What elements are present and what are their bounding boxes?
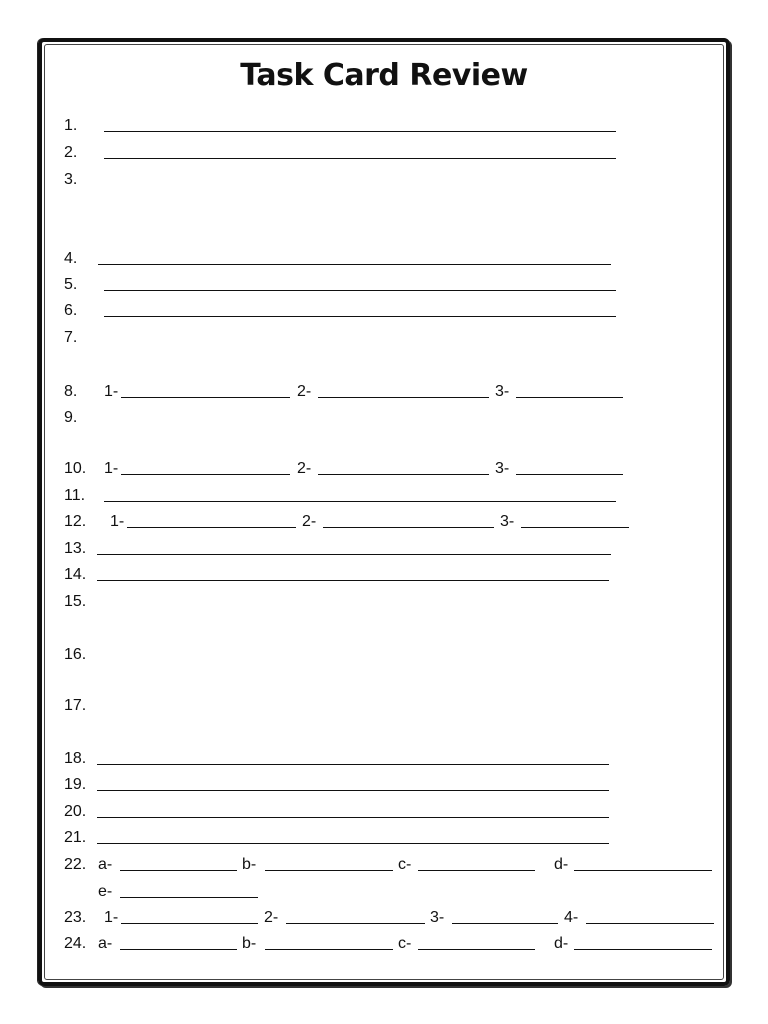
answer-blank[interactable] [574,949,712,950]
answer-blank[interactable] [98,264,611,265]
sub-label: 3- [495,460,510,477]
item-number: 19. [64,776,87,793]
answer-blank[interactable] [97,580,609,581]
answer-blank[interactable] [104,501,616,502]
answer-blank[interactable] [104,316,616,317]
item-number: 16. [64,646,87,663]
answer-blank[interactable] [121,923,258,924]
sub-label: 2- [302,513,317,530]
answer-row-6 [0,301,768,321]
answer-row-17 [0,696,768,716]
item-number: 20. [64,803,87,820]
item-number: 14. [64,566,87,583]
answer-row-13 [0,539,768,559]
answer-blank[interactable] [120,897,258,898]
answer-blank[interactable] [97,764,609,765]
item-number: 3. [64,171,78,188]
answer-blank[interactable] [127,527,296,528]
answer-row-23 [0,908,768,928]
item-number: 13. [64,540,87,557]
answer-blank[interactable] [318,474,489,475]
item-number: 4. [64,250,78,267]
answer-row-22 [0,855,768,875]
answer-row-8 [0,382,768,402]
answer-blank[interactable] [121,474,290,475]
sub-label: d- [554,856,569,873]
sub-label: 2- [264,909,279,926]
item-number: 2. [64,144,78,161]
answer-row-1 [0,116,768,136]
answer-blank[interactable] [516,474,623,475]
item-number: 10. [64,460,87,477]
answer-blank[interactable] [452,923,558,924]
answer-blank[interactable] [97,790,609,791]
answer-blank[interactable] [265,870,393,871]
answer-row-18 [0,749,768,769]
answer-blank[interactable] [286,923,425,924]
item-number: 1. [64,117,78,134]
answer-row-20 [0,802,768,822]
answer-row-15 [0,592,768,612]
answer-blank[interactable] [516,397,623,398]
answer-row-4 [0,249,768,269]
sub-label: b- [242,856,257,873]
answer-row-11 [0,486,768,506]
worksheet-title: Task Card Review [240,58,528,93]
sub-label: c- [398,856,412,873]
sub-label: b- [242,935,257,952]
answer-blank[interactable] [120,870,237,871]
answer-row-24 [0,934,768,954]
item-number: 12. [64,513,87,530]
sub-label: 1- [104,460,119,477]
answer-row-7 [0,328,768,348]
sub-label: c- [398,935,412,952]
sub-label: 1- [110,513,125,530]
answer-blank[interactable] [323,527,494,528]
answer-blank[interactable] [418,949,535,950]
item-number: 9. [64,409,78,426]
answer-blank[interactable] [104,290,616,291]
sub-label: 4- [564,909,579,926]
answer-row-21 [0,828,768,848]
answer-blank[interactable] [97,843,609,844]
item-number: 5. [64,276,78,293]
answer-blank[interactable] [120,949,237,950]
answer-row-12 [0,512,768,532]
answer-blank[interactable] [574,870,712,871]
item-number: 22. [64,856,87,873]
answer-row-19 [0,775,768,795]
answer-blank[interactable] [104,131,616,132]
answer-row-3 [0,170,768,190]
item-number: 11. [64,487,86,504]
answer-blank[interactable] [586,923,714,924]
answer-blank[interactable] [265,949,393,950]
answer-row-5 [0,275,768,295]
answer-row-9 [0,408,768,428]
sub-label: d- [554,935,569,952]
sub-label: 2- [297,383,312,400]
answer-blank[interactable] [97,554,611,555]
sub-label: 2- [297,460,312,477]
item-number: 21. [64,829,87,846]
answer-row-2 [0,143,768,163]
answer-blank[interactable] [104,158,616,159]
item-number: 18. [64,750,87,767]
answer-row-14 [0,565,768,585]
sub-label: a- [98,856,113,873]
sub-label: a- [98,935,113,952]
answer-row-10 [0,459,768,479]
item-number: 7. [64,329,78,346]
answer-blank[interactable] [521,527,629,528]
item-number: 15. [64,593,87,610]
sub-label: 1- [104,909,119,926]
answer-blank[interactable] [121,397,290,398]
answer-blank[interactable] [418,870,535,871]
answer-row-22e [0,882,768,902]
answer-blank[interactable] [97,817,609,818]
item-number: 24. [64,935,87,952]
item-number: 17. [64,697,87,714]
sub-label: 3- [500,513,515,530]
answer-blank[interactable] [318,397,489,398]
sub-label: 1- [104,383,119,400]
item-number: 8. [64,383,78,400]
item-number: 6. [64,302,78,319]
sub-label: 3- [495,383,510,400]
answer-row-16 [0,645,768,665]
item-number: 23. [64,909,87,926]
sub-label: 3- [430,909,445,926]
sub-label: e- [98,883,113,900]
